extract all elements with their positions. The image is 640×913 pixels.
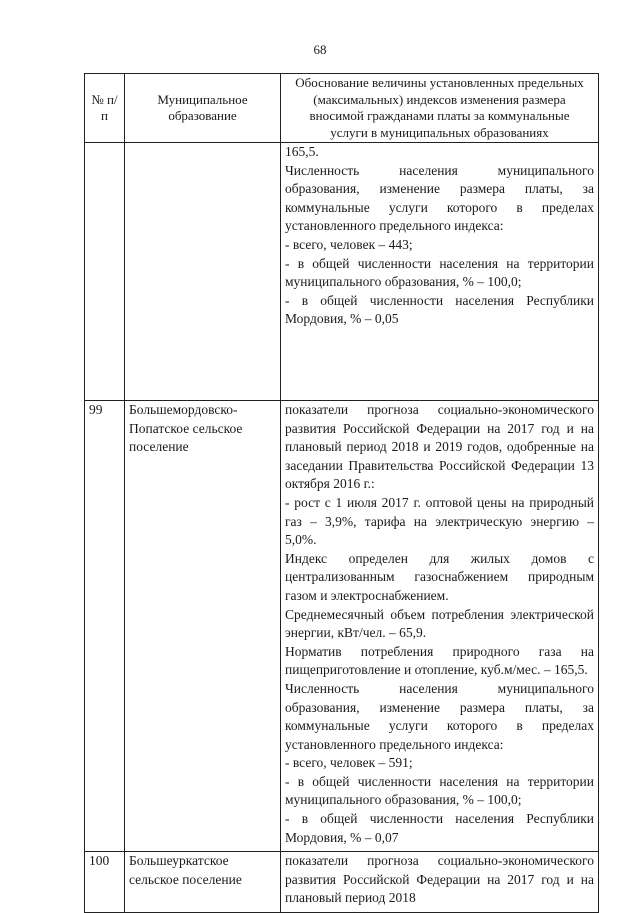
- justification-line: Среднемесячный объем потребления электрической энергии, кВт/чел. – 65,9.: [285, 606, 594, 641]
- justification-line: - всего, человек – 443;: [285, 236, 413, 252]
- justification-line: - рост с 1 июля 2017 г. оптовой цены на природный газ – 3,9%, тарифа на электрическую энергию – 5,0%.: [285, 494, 594, 548]
- justification-line: - в общей численности населения Республики Мордовия, % – 0,07: [285, 811, 594, 845]
- row-justification: [281, 852, 599, 913]
- row-municipality: Большемордовско-Попатское сельское поселение: [125, 401, 281, 852]
- header-justification: Обоснование величины установленных предельных (максимальных) индексов изменения размера вносимой гражданами платы за коммунальные услуги в муниципальных образованиях: [281, 74, 599, 143]
- justification-line: Численность населения муниципального образования, изменение размера платы, за коммунальные услуги которого в пределах установленного предельного индекса:: [285, 162, 594, 234]
- justification-line: Индекс определен для жилых домов с централизованным газоснабжением природным газом и электроснабжением.: [285, 550, 594, 603]
- justification-line: - в общей численности населения Республики Мордовия, % – 0,05: [285, 292, 594, 327]
- table-row: [85, 852, 599, 913]
- row-number: 99: [85, 401, 125, 852]
- row-justification: [281, 143, 599, 401]
- justification-line: - в общей численности населения на территории муниципального образования, % – 100,0;: [285, 773, 594, 808]
- justification-line: - в общей численности населения на территории муниципального образования, % – 100,0;: [285, 255, 594, 290]
- table-row: [85, 401, 599, 852]
- justification-line: Норматив потребления природного газа на пищеприготовление и отопление, куб.м/мес. – 165,5.: [285, 643, 594, 678]
- justification-line: - всего, человек – 591;: [285, 755, 413, 771]
- justification-line: показатели прогноза социально-экономического развития Российской Федерации на 2017 год и на плановый период 2018 и 2019 годов, одобренные на заседании Правительства Российской Федерации 13 октября 2016 г.:: [285, 402, 594, 492]
- header-municipality: Муниципальное образование: [125, 74, 281, 143]
- row-municipality: [125, 143, 281, 401]
- row-number: 100: [85, 852, 125, 913]
- table-row: [85, 143, 599, 401]
- justification-line: Численность населения муниципального образования, изменение размера платы, за коммунальные услуги которого в пределах установленного предельного индекса:: [285, 680, 594, 752]
- page-number: 68: [313, 42, 327, 57]
- justification-line: 165,5.: [285, 144, 319, 159]
- row-municipality: Большеуркатское сельское поселение: [125, 852, 281, 913]
- tariff-index-table: [84, 73, 599, 913]
- row-justification: [281, 401, 599, 852]
- header-num: № п/п: [85, 74, 125, 143]
- table-header-row: [85, 74, 599, 143]
- justification-line: показатели прогноза социально-экономического развития Российской Федерации на 2017 год и на плановый период 2018: [285, 853, 594, 906]
- row-number: [85, 143, 125, 401]
